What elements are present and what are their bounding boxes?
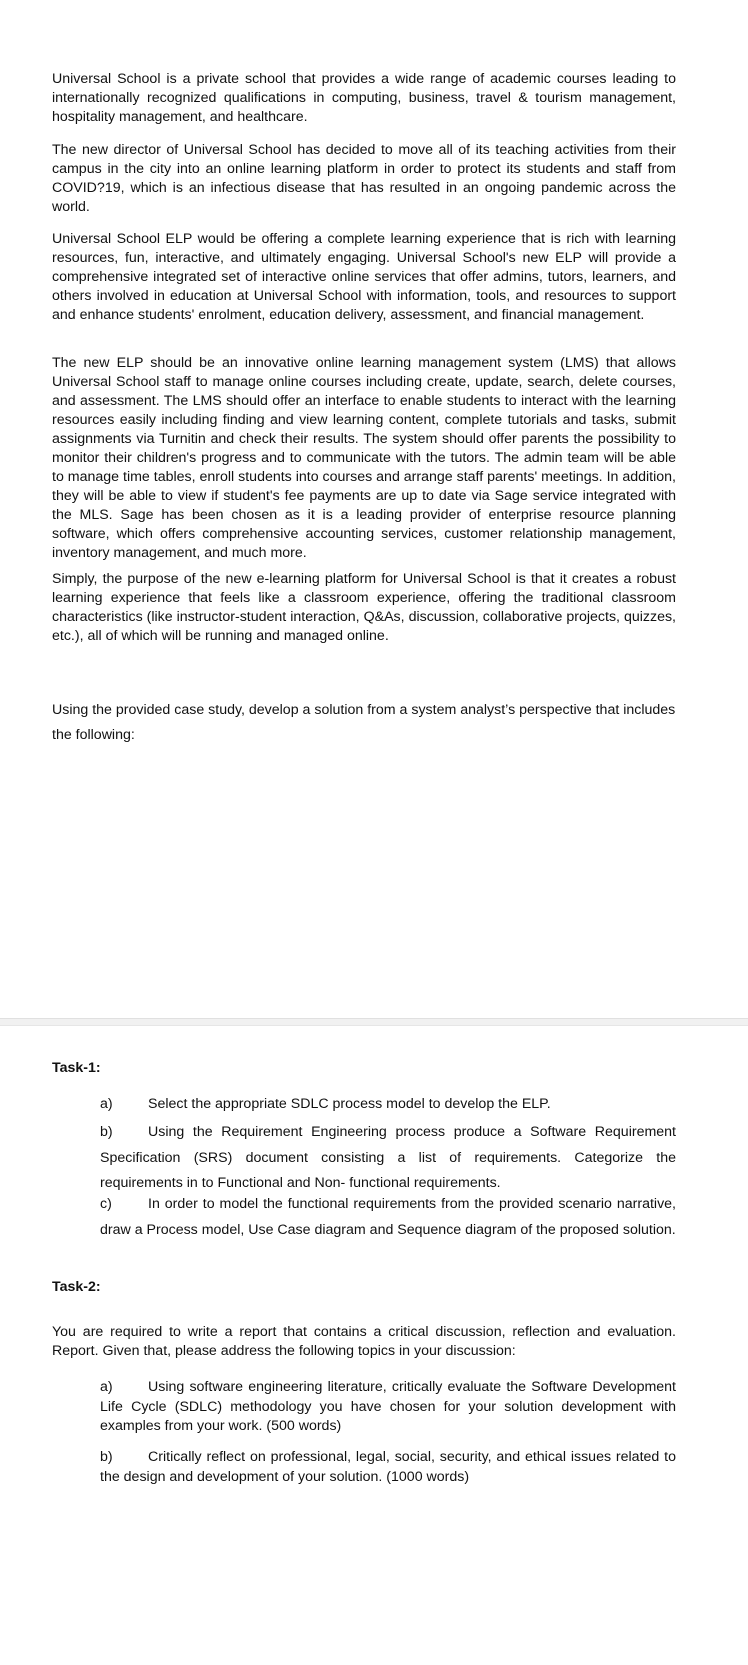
- task-1-item-a: [100, 1092, 676, 1118]
- paragraph-director-decision: The new director of Universal School has decided to move all of its teaching activities from their campus in the city into an online learning platform in order to protect its students and staff from COVID?19, which is an infectious disease that has resulted in an ongoing pandemic across the world.: [52, 142, 676, 215]
- item-label: b): [100, 1449, 113, 1465]
- task-1-item-b: [100, 1120, 676, 1197]
- item-label: c): [100, 1196, 112, 1212]
- task-1-heading: Task-1:: [52, 1060, 101, 1076]
- item-text: Critically reflect on professional, legal, social, security, and ethical issues related to the design and development of your solution. (1000 words): [100, 1449, 676, 1485]
- task-2-heading: Task-2:: [52, 1279, 101, 1295]
- page-break: [0, 1018, 748, 1026]
- document-page-2: [0, 1026, 748, 1665]
- paragraph-platform-purpose: Simply, the purpose of the new e-learning platform for Universal School is that it creates a robust learning experience that feels like a classroom experience, offering the traditional classroom characteristics (like instructor-student interaction, Q&As, discussion, collaborative projects, quizzes, etc.), all of which will be running and managed online.: [52, 571, 676, 644]
- paragraph-school-intro: Universal School is a private school that provides a wide range of academic courses leading to internationally recognized qualifications in computing, business, travel & tourism management, hospitality management, and healthcare.: [52, 71, 676, 125]
- paragraph-instruction: Using the provided case study, develop a solution from a system analyst’s perspective that includes the following:: [52, 702, 676, 743]
- item-text: Using software engineering literature, critically evaluate the Software Development Life Cycle (SDLC) methodology you have chosen for your solution development with examples from your work. (500 words): [100, 1379, 676, 1434]
- task-2-item-a: [100, 1378, 676, 1437]
- task-2-intro: You are required to write a report that contains a critical discussion, reflection and evaluation. Report. Given that, please address the following topics in your discussion:: [52, 1324, 676, 1359]
- paragraph-lms-requirements: The new ELP should be an innovative online learning management system (LMS) that allows Universal School staff to manage online courses including create, update, search, delete courses, and assessment. The LMS should offer an interface to enable students to interact with the learning resources easily including finding and view learning content, complete tutorials and tasks, submit assignments via Turnitin and check their results. The system should offer parents the possibility to monitor their children's progress and to communicate with the tutors. The admin team will be able to manage time tables, enroll students into courses and arrange staff parents' meetings. In addition, they will be able to view if student's fee payments are up to date via Sage service integrated with the MLS. Sage has been chosen as it is a leading provider of enterprise resource planning software, which offers comprehensive accounting services, customer relationship management, inventory management, and much more.: [52, 355, 676, 561]
- task-2-item-b: [100, 1448, 676, 1487]
- item-text: In order to model the functional requirements from the provided scenario narrative, draw a Process model, Use Case diagram and Sequence diagram of the proposed solution.: [100, 1196, 676, 1238]
- paragraph-elp-overview: Universal School ELP would be offering a complete learning experience that is rich with learning resources, fun, interactive, and ultimately engaging. Universal School's new ELP will provide a comprehensive integrated set of interactive online services that offer admins, tutors, learners, and others involved in education at Universal School with information, tools, and resources to support and enhance students' enrolment, education delivery, assessment, and financial management.: [52, 231, 676, 323]
- item-label: a): [100, 1096, 113, 1112]
- item-text: Using the Requirement Engineering process produce a Software Requirement Specification (SRS) document consisting a list of requirements. Categorize the requirements in to Functional and Non- functional requirements.: [100, 1124, 676, 1191]
- task-1-item-c: [100, 1192, 676, 1243]
- item-label: a): [100, 1379, 113, 1395]
- item-text: Select the appropriate SDLC process model to develop the ELP.: [148, 1096, 551, 1112]
- item-label: b): [100, 1124, 113, 1140]
